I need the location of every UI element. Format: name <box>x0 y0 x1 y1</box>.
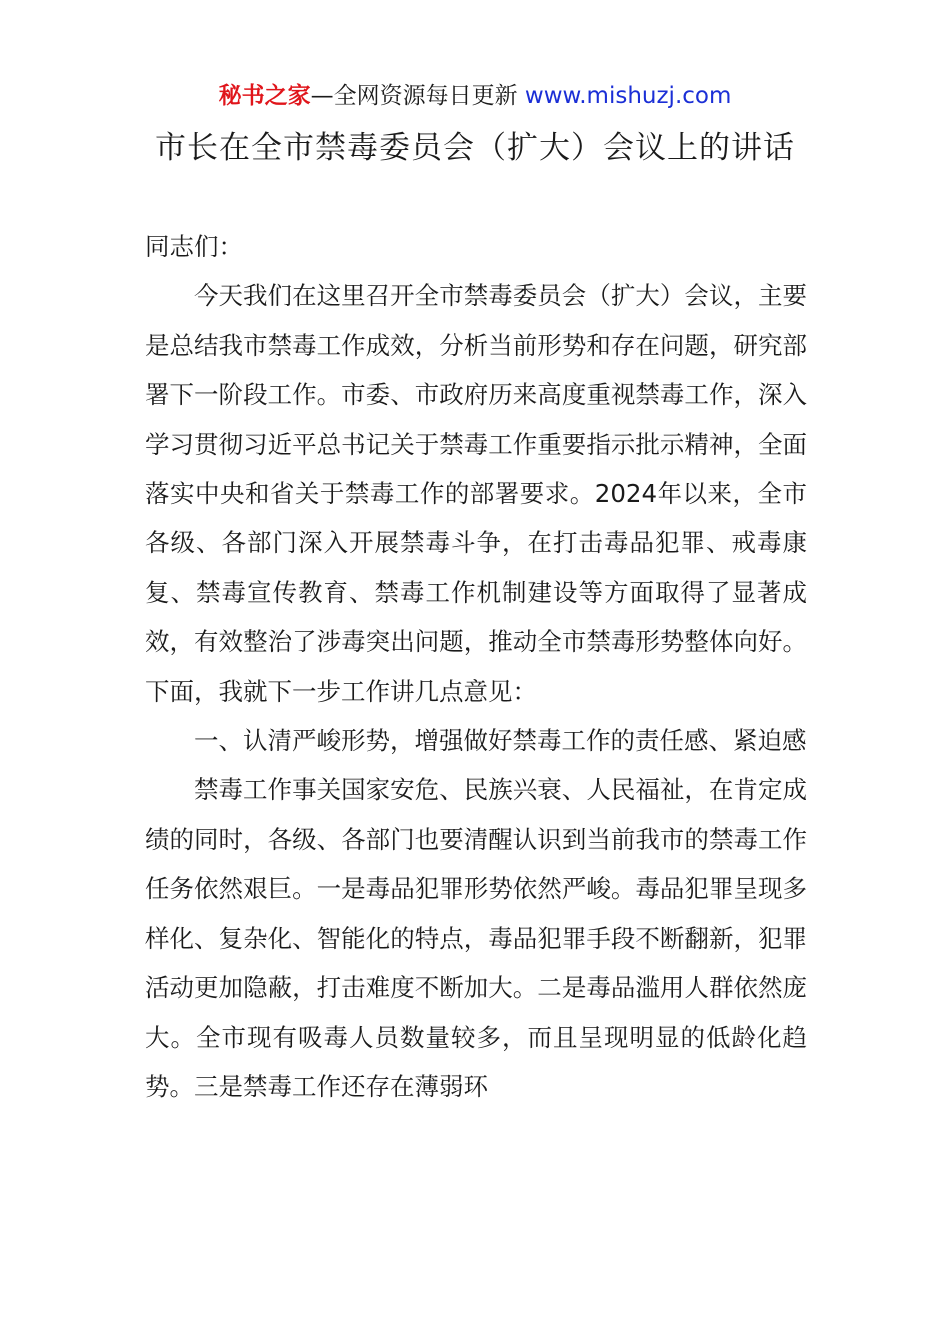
paragraph-section-1: 禁毒工作事关国家安危、民族兴衰、人民福祉，在肯定成绩的同时，各级、各部门也要清醒认识到当前我市的禁毒工作任务依然艰巨。一是毒品犯罪形势依然严峻。毒品犯罪呈现多样化、复杂化、智能化的特点，毒品犯罪手段不断翻新，犯罪活动更加隐蔽，打击难度不断加大。二是毒品滥用人群依然庞大。全市现有吸毒人员数量较多，而且呈现明显的低龄化趋势。三是禁毒工作还存在薄弱环 <box>145 775 807 1101</box>
brand-name: 秘书之家 <box>218 83 311 109</box>
salutation: 同志们： <box>145 232 243 261</box>
document-title: 市长在全市禁毒委员会（扩大）会议上的讲话 <box>155 130 795 166</box>
banner-tagline: —全网资源每日更新 <box>310 83 525 109</box>
paragraph-intro: 今天我们在这里召开全市禁毒委员会（扩大）会议，主要是总结我市禁毒工作成效，分析当前形势和存在问题，研究部署下一阶段工作。市委、市政府历来高度重视禁毒工作，深入学习贯彻习近平总书记关于禁毒工作重要指示批示精神，全面落实中央和省关于禁毒工作的部署要求。2024年以来，全市各级、各部门深入开展禁毒斗争，在打击毒品犯罪、戒毒康复、禁毒宣传教育、禁毒工作机制建设等方面取得了显著成效，有效整治了涉毒突出问题，推动全市禁毒形势整体向好。下面，我就下一步工作讲几点意见： <box>145 281 807 706</box>
site-url[interactable]: www.mishuzj.com <box>524 83 732 109</box>
document-body <box>145 222 807 1111</box>
section-heading-1: 一、认清严峻形势，增强做好禁毒工作的责任感、紧迫感 <box>194 726 807 756</box>
site-banner <box>0 80 950 112</box>
